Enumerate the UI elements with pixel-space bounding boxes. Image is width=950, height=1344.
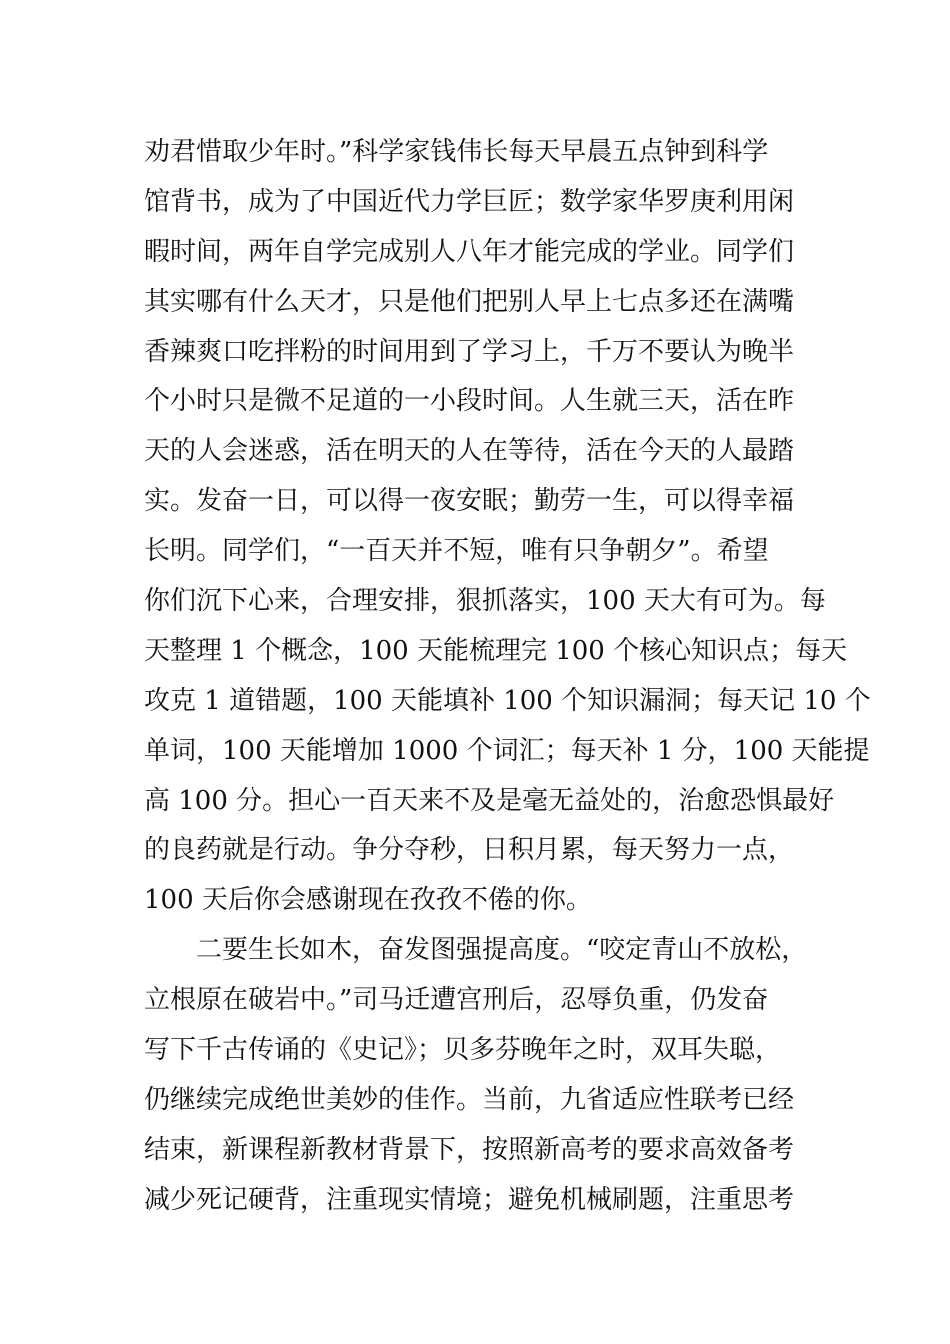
text-line: 天整理 1 个概念，100 天能梳理完 100 个核心知识点；每天 (144, 635, 848, 666)
text-line: 仍继续完成绝世美妙的佳作。当前，九省适应性联考已经 (144, 1084, 795, 1115)
text-line: 结束，新课程新教材背景下，按照新高考的要求高效备考 (144, 1134, 795, 1165)
text-line: 减少死记硬背，注重现实情境；避免机械刷题，注重思考 (144, 1184, 795, 1215)
text-line: 的良药就是行动。争分夺秒，日积月累，每天努力一点， (144, 835, 795, 866)
text-line: 劝君惜取少年时。”科学家钱伟长每天早晨五点钟到科学 (144, 137, 769, 167)
text-line: 攻克 1 道错题，100 天能填补 100 个知识漏洞；每天记 10 个 (144, 685, 871, 716)
text-line: 其实哪有什么天才，只是他们把别人早上七点多还在满嘴 (144, 286, 795, 317)
text-line: 天的人会迷惑，活在明天的人在等待，活在今天的人最踏 (144, 436, 795, 467)
text-line: 暇时间，两年自学完成别人八年才能完成的学业。同学们 (144, 236, 795, 267)
text-line: 馆背书，成为了中国近代力学巨匠；数学家华罗庚利用闲 (144, 186, 795, 217)
text-line: 写下千古传诵的《史记》；贝多芬晚年之时，双耳失聪， (144, 1035, 782, 1066)
body-text (144, 128, 871, 1226)
text-line: 100 天后你会感谢现在孜孜不倦的你。 (144, 885, 592, 916)
text-line: 长明。同学们，“一百天并不短，唯有只争朝夕”。希望 (144, 536, 769, 567)
text-line: 立根原在破岩中。”司马迁遭宫刑后，忍辱负重，仍发奋 (144, 985, 769, 1016)
paragraph-start-line: 二要生长如木，奋发图强提高度。“咬定青山不放松， (144, 935, 808, 966)
text-line: 香辣爽口吃拌粉的时间用到了学习上，千万不要认为晚半 (144, 336, 795, 367)
text-line: 实。发奋一日，可以得一夜安眠；勤劳一生，可以得幸福 (144, 486, 795, 517)
text-line: 单词，100 天能增加 1000 个词汇；每天补 1 分，100 天能提 (144, 735, 870, 766)
text-line: 个小时只是微不足道的一小段时间。人生就三天，活在昨 (144, 386, 795, 417)
text-line: 你们沉下心来，合理安排，狠抓落实，100 天大有可为。每 (144, 586, 826, 617)
text-line: 高 100 分。担心一百天来不及是毫无益处的，治愈恐惧最好 (144, 785, 835, 816)
